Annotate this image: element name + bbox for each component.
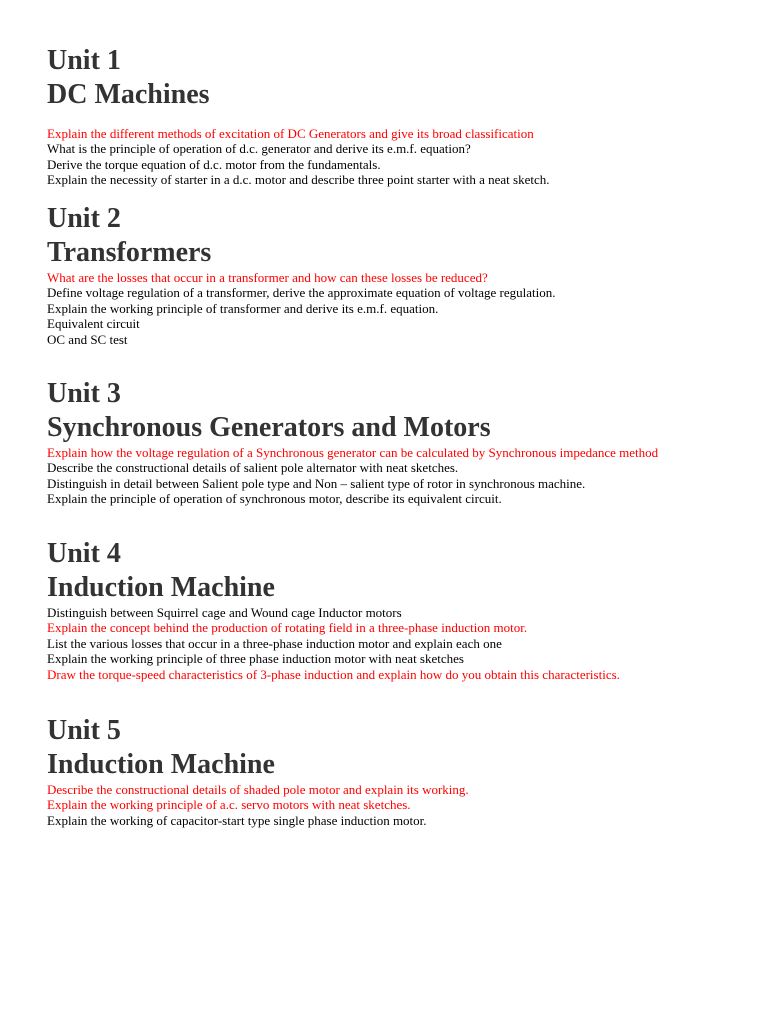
- question-item: Draw the torque-speed characteristics of 3-phase induction and explain how do you obtain this characteristics.: [47, 666, 620, 682]
- unit-title: Transformers: [47, 237, 212, 268]
- question-item: Derive the torque equation of d.c. motor from the fundamentals.: [47, 156, 381, 172]
- unit-number: Unit 3: [47, 378, 121, 409]
- question-item: Explain the working principle of three phase induction motor with neat sketches: [47, 651, 464, 667]
- unit-number: Unit 1: [47, 45, 121, 76]
- question-item: Explain the working principle of a.c. servo motors with neat sketches.: [47, 797, 411, 813]
- question-item: Explain the working of capacitor-start type single phase induction motor.: [47, 812, 427, 828]
- unit-number: Unit 5: [47, 715, 121, 746]
- question-item: Describe the constructional details of salient pole alternator with neat sketches.: [47, 460, 459, 476]
- question-item: Describe the constructional details of shaded pole motor and explain its working.: [47, 782, 469, 797]
- unit-section: [47, 537, 762, 682]
- unit-title: Induction Machine: [47, 572, 275, 603]
- unit-section: [47, 377, 762, 507]
- question-list: [47, 605, 762, 682]
- question-list: [47, 270, 762, 347]
- question-item: Distinguish between Squirrel cage and Wound cage Inductor motors: [47, 605, 402, 620]
- question-list: [47, 445, 762, 507]
- unit-section: [47, 44, 762, 188]
- unit-section: [47, 714, 762, 828]
- question-item: List the various losses that occur in a three-phase induction motor and explain each one: [47, 635, 502, 651]
- question-item: OC and SC test: [47, 331, 128, 347]
- question-item: Equivalent circuit: [47, 316, 140, 332]
- question-list: [47, 126, 762, 188]
- unit-number: Unit 4: [47, 538, 121, 569]
- unit-title: Synchronous Generators and Motors: [47, 412, 491, 443]
- question-item: Distinguish in detail between Salient pole type and Non – salient type of rotor in synchronous machine.: [47, 475, 586, 491]
- question-item: Explain the working principle of transformer and derive its e.m.f. equation.: [47, 300, 439, 316]
- unit-number: Unit 2: [47, 203, 121, 234]
- question-item: Explain the concept behind the production of rotating field in a three-phase induction motor.: [47, 620, 528, 636]
- question-item: Explain the necessity of starter in a d.c. motor and describe three point starter with a neat sketch.: [47, 172, 550, 188]
- unit-section: [47, 202, 762, 347]
- unit-title: Induction Machine: [47, 749, 275, 780]
- question-item: Explain the principle of operation of synchronous motor, describe its equivalent circuit.: [47, 491, 502, 507]
- question-item: Explain the different methods of excitation of DC Generators and give its broad classification: [47, 126, 534, 141]
- question-list: [47, 782, 762, 828]
- question-item: Define voltage regulation of a transformer, derive the approximate equation of voltage regulation.: [47, 285, 556, 301]
- question-item: What are the losses that occur in a transformer and how can these losses be reduced?: [47, 270, 488, 285]
- question-item: What is the principle of operation of d.c. generator and derive its e.m.f. equation?: [47, 141, 471, 157]
- question-item: Explain how the voltage regulation of a Synchronous generator can be calculated by Synchronous impedance method: [47, 445, 659, 460]
- unit-title: DC Machines: [47, 79, 210, 110]
